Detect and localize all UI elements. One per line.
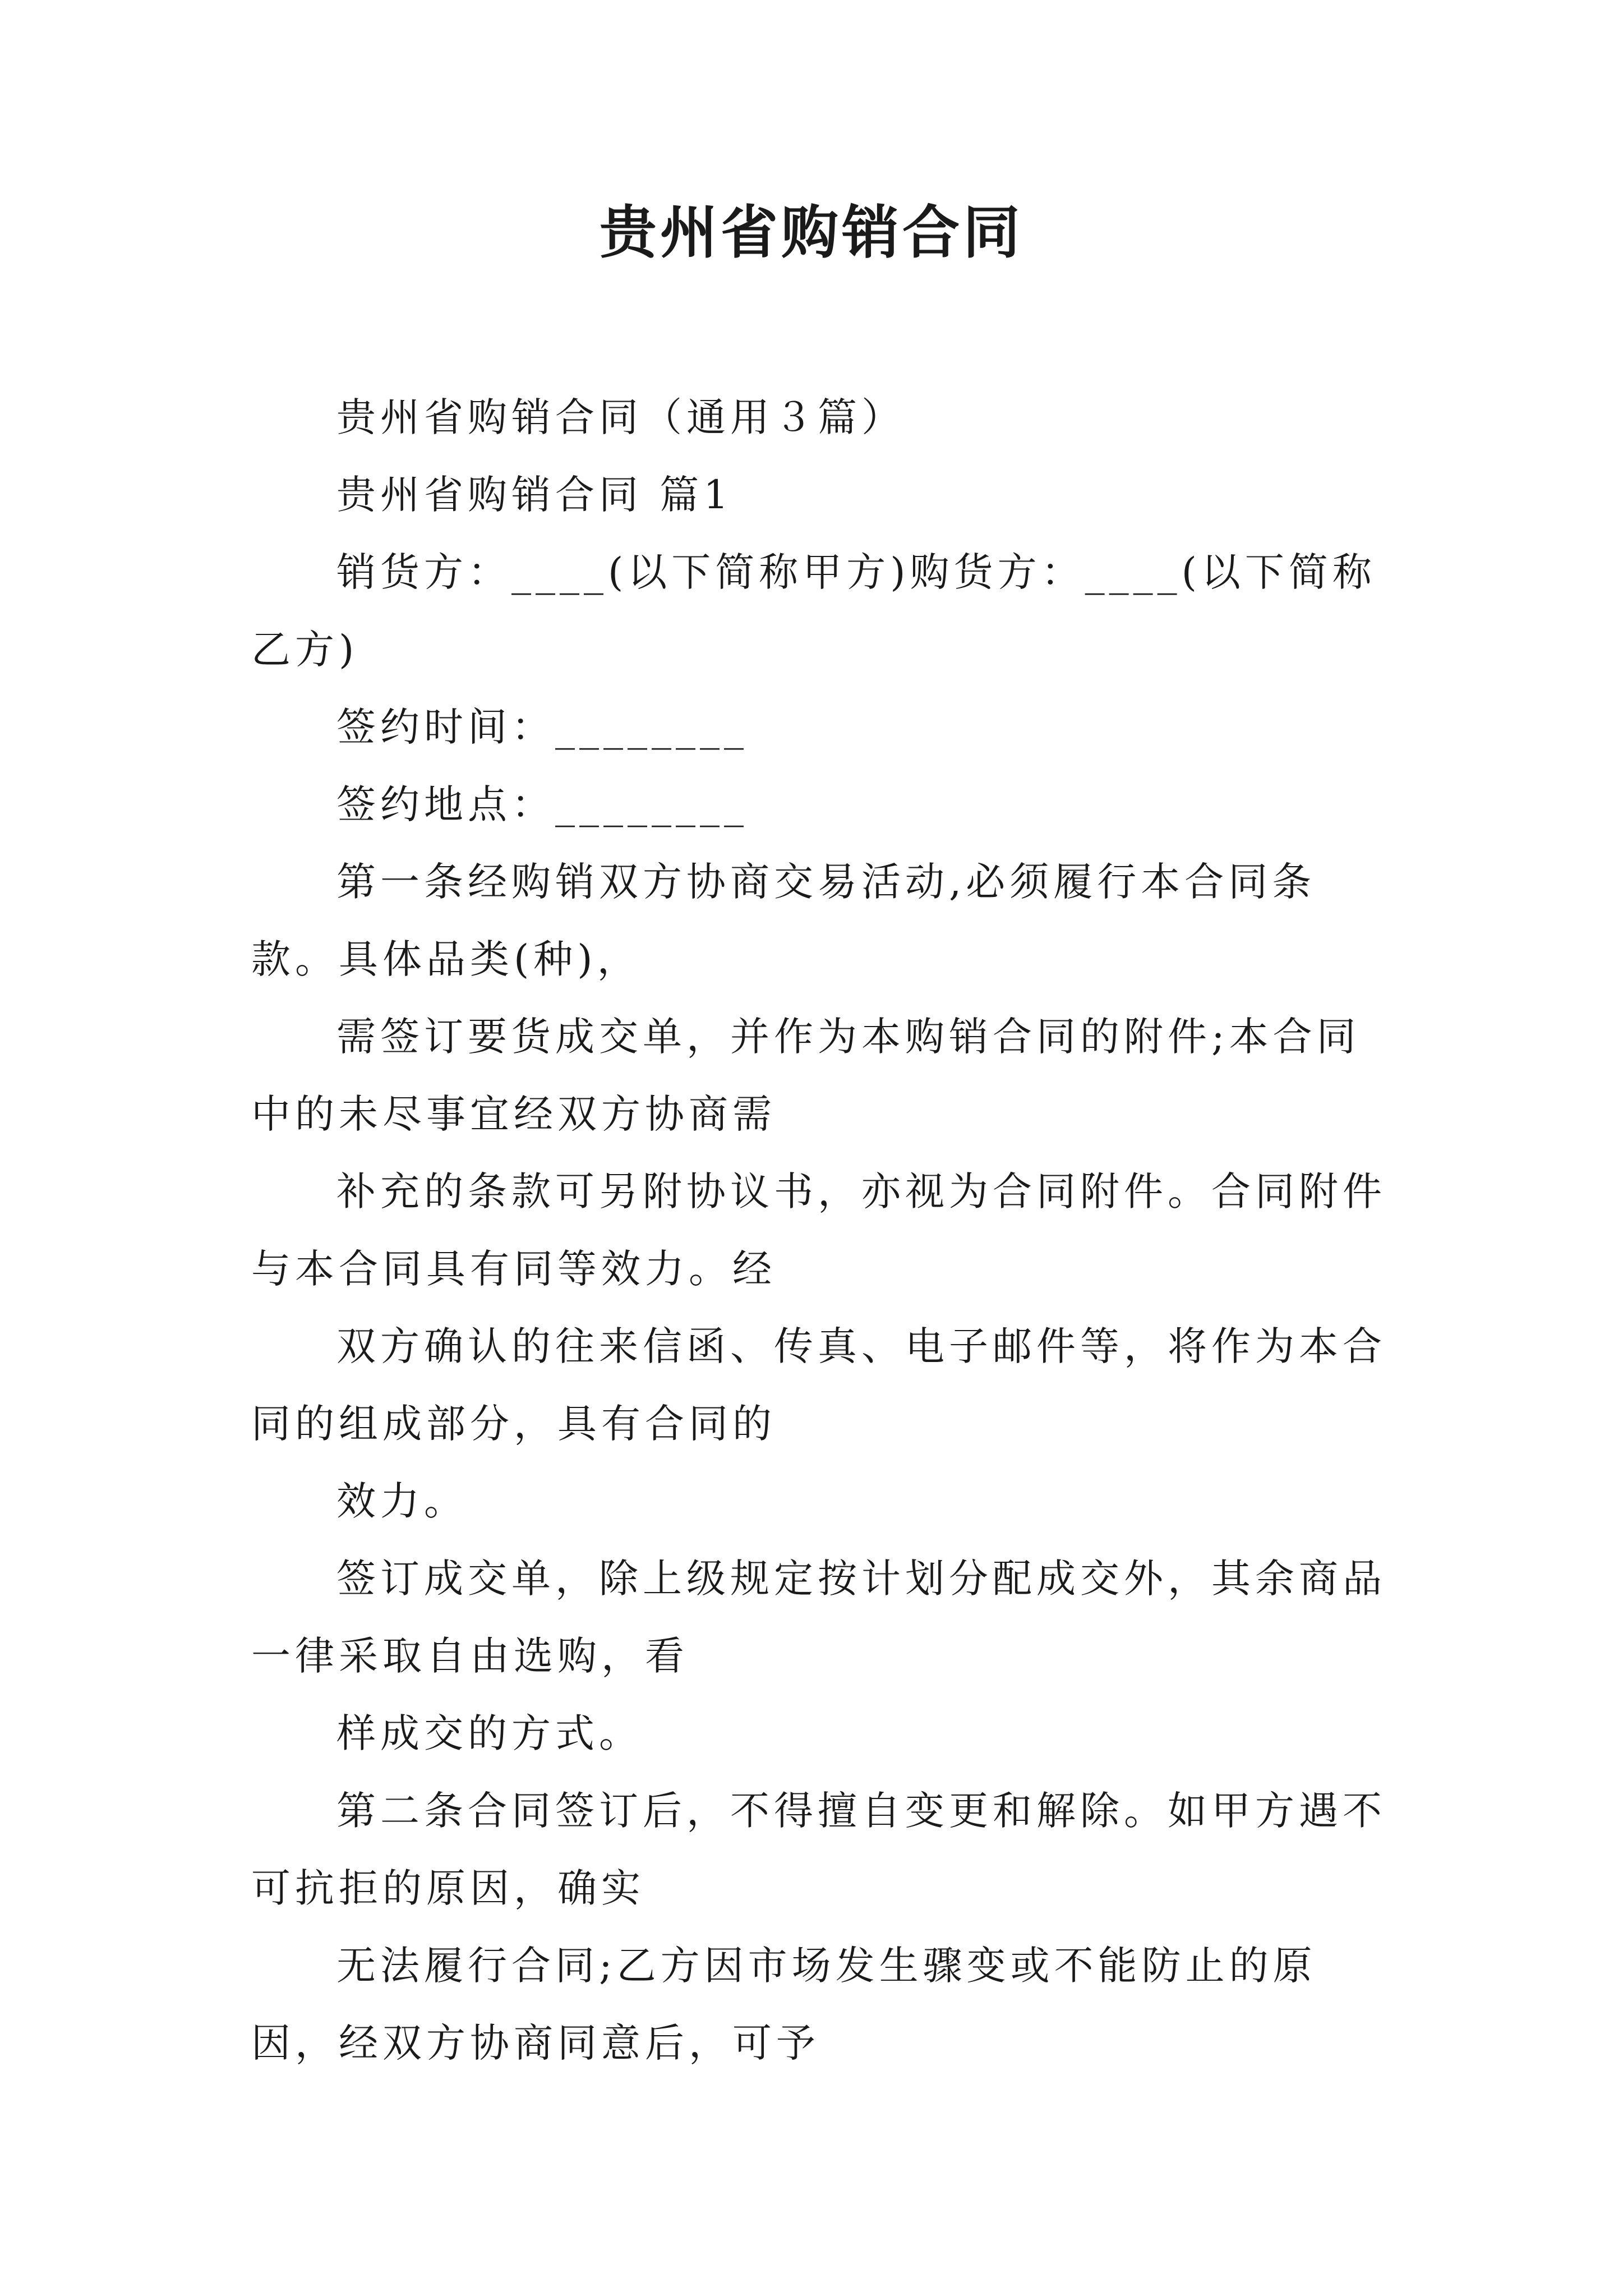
paragraph-signing-place: 签约地点：________ — [336, 781, 748, 827]
paragraph-body: 签订成交单，除上级规定按计划分配成交外，其余商品一律采取自由选购，看 — [251, 1556, 1386, 1679]
paragraph-article-1: 第一条经购销双方协商交易活动,必须履行本合同条款。具体品类(种)， — [251, 859, 1316, 982]
paragraph-body: 需签订要货成交单，并作为本购销合同的附件;本合同中的未尽事宜经双方协商需 — [251, 1014, 1361, 1137]
paragraph-body: 样成交的方式。 — [336, 1710, 643, 1756]
paragraph-parties: 销货方：____(以下简称甲方)购货方：____(以下简称乙方) — [251, 549, 1376, 673]
paragraph-body: 无法履行合同;乙方因市场发生骤变或不能防止的原因，经双方协商同意后，可予 — [251, 1943, 1317, 2066]
document-body — [251, 379, 1401, 2082]
paragraph-body: 补充的条款可另附协议书，亦视为合同附件。合同附件与本合同具有同等效力。经 — [251, 1168, 1386, 1292]
paragraph-subtitle: 贵州省购销合同（通用３篇） — [336, 394, 905, 440]
paragraph-article-2: 第二条合同签订后，不得擅自变更和解除。如甲方遇不可抗拒的原因，确实 — [251, 1788, 1386, 1911]
paragraph-body: 效力。 — [336, 1478, 468, 1524]
document-title: 贵州省购销合同 — [600, 199, 1023, 266]
paragraph-signing-time: 签约时间：________ — [336, 704, 748, 750]
paragraph-body: 双方确认的往来信函、传真、电子邮件等，将作为本合同的组成部分，具有合同的 — [251, 1323, 1386, 1447]
paragraph-section-heading: 贵州省购销合同 篇1 — [336, 472, 733, 518]
